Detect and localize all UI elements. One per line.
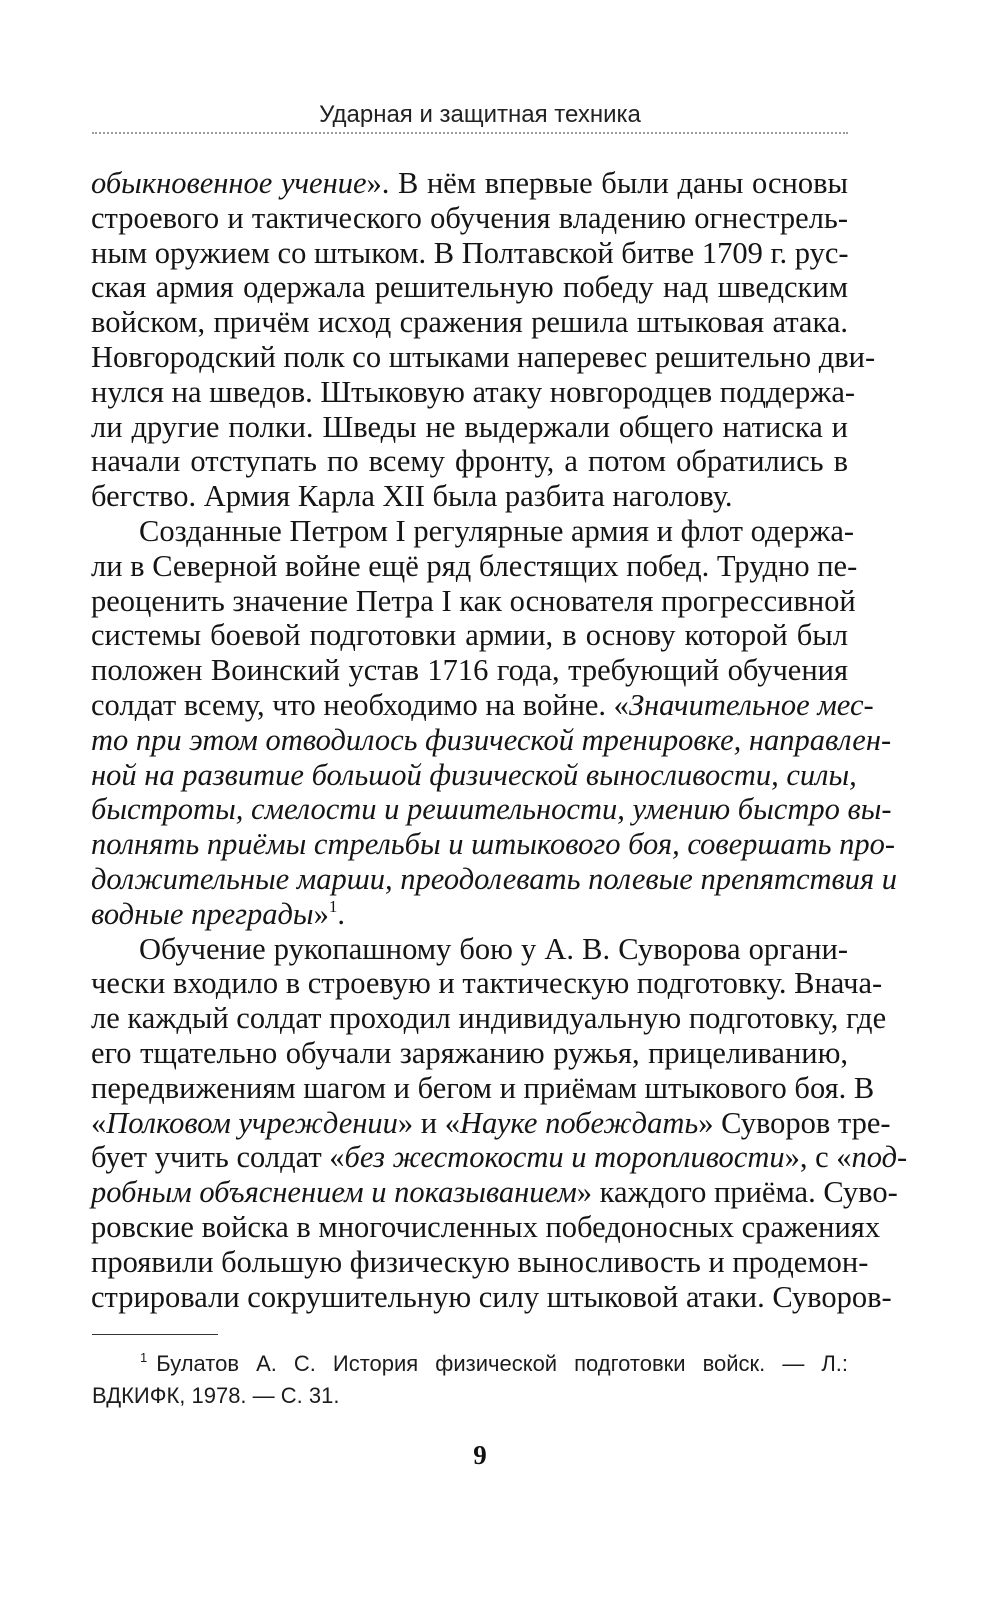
text-line: ли в Северной войне ещё ряд блестящих побед. Трудно пе- (91, 548, 858, 583)
footnote-reference: 1 (328, 896, 338, 916)
text-line: робным объяснением и показыванием» каждого приёма. Суво- (91, 1175, 898, 1210)
body-text (91, 166, 908, 1314)
footnote-line: ВДКИФК, 1978. — С. 31. (92, 1383, 340, 1408)
text-line: начали отступать по всему фронту, а потом обратились в (91, 444, 848, 479)
text-line: быстроты, смелости и решительности, умению быстро вы- (91, 792, 892, 827)
text-line: стрировали сокрушительную силу штыковой атаки. Суворов- (91, 1279, 892, 1314)
text-line: ле каждый солдат проходил индивидуальную подготовку, где (91, 1001, 887, 1036)
text-line: ровские войска в многочисленных победоносных сражениях (91, 1209, 881, 1244)
text-line: чески входило в строевую и тактическую подготовку. Внача- (91, 966, 883, 1001)
text-line: Обучение рукопашному бою у А. В. Суворова органи- (139, 931, 848, 966)
page-number: 9 (473, 1440, 487, 1470)
text-line: Новгородский полк со штыками наперевес решительно дви- (91, 339, 876, 374)
text-line: бегство. Армия Карла XII была разбита наголову. (91, 479, 733, 514)
text-line: ной на развитие большой физической выносливости, силы, (91, 757, 857, 792)
header-rule (92, 132, 848, 134)
text-line: ным оружием со штыком. В Полтавской битве 1709 г. рус- (91, 235, 849, 270)
text-line: ли другие полки. Шведы не выдержали общего натиска и (91, 409, 848, 444)
text-line: строевого и тактического обучения владению огнестрель- (91, 200, 848, 235)
text-line: обыкновенное учение». В нём впервые были даны основы (91, 166, 848, 200)
text-line: то при этом отводилось физической тренировке, направлен- (91, 722, 892, 757)
text-line: бует учить солдат «без жестокости и торопливости», с «под- (91, 1140, 908, 1175)
text-line: войском, причём исход сражения решила штыковая атака. (91, 305, 848, 340)
text-line: должительные марши, преодолевать полевые препятствия и (91, 861, 898, 896)
footnote-marker: 1 (140, 1350, 148, 1365)
text-line: полнять приёмы стрельбы и штыкового боя, совершать про- (91, 827, 896, 862)
text-line: солдат всему, что необходимо на войне. «Значительное мес- (91, 687, 874, 722)
text-line: Созданные Петром I регулярные армия и флот одержа- (139, 513, 855, 548)
running-title: Ударная и защитная техника (319, 101, 641, 128)
text-line: водные преграды»$^1$. (91, 896, 345, 931)
text-line: системы боевой подготовки армии, в основу которой был (91, 618, 848, 653)
text-line: «Полковом учреждении» и «Науке побеждать» Суворов тре- (91, 1105, 891, 1140)
text-line: реоценить значение Петра I как основателя прогрессивной (91, 583, 856, 618)
text-line: ская армия одержала решительную победу над шведским (91, 270, 848, 305)
text-line: проявили большую физическую выносливость и продемон- (91, 1244, 869, 1279)
text-line: положен Воинский устав 1716 года, требующий обучения (91, 653, 848, 688)
text-line: передвижениям шагом и бегом и приёмам штыкового боя. В (91, 1070, 875, 1105)
footnote-rule (92, 1334, 218, 1335)
text-line: его тщательно обучали заряжанию ружья, прицеливанию, (91, 1035, 848, 1070)
footnote (92, 1348, 848, 1412)
text-line: нулся на шведов. Штыковую атаку новгородцев поддержа- (91, 374, 856, 409)
footnote-line: $^1$ Булатов А. С. История физической подготовки войск. — Л.: (140, 1350, 848, 1376)
